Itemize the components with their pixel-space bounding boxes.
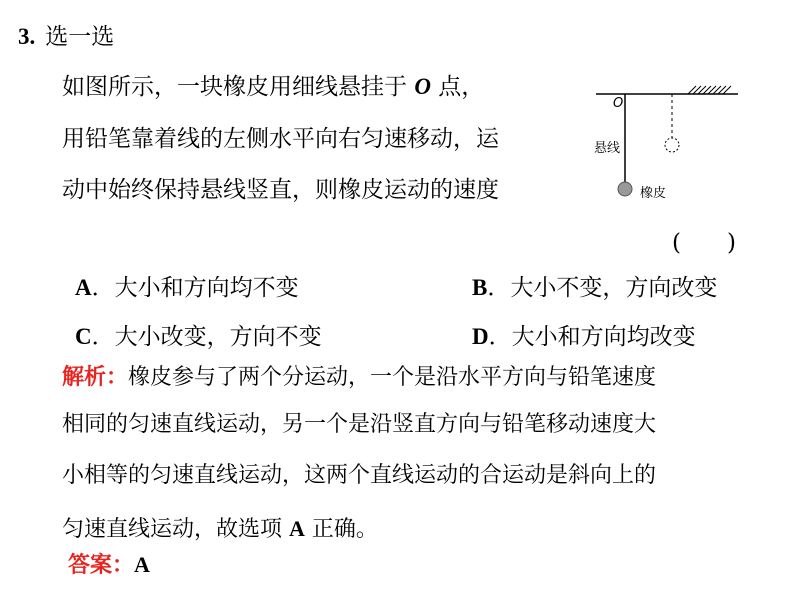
stem-line-1-post: 点， xyxy=(430,74,485,100)
stem-point-o: O xyxy=(414,74,431,99)
explanation-text-4-post: 正确。 xyxy=(304,517,378,542)
option-c-text: ．大小改变，方向不变 xyxy=(91,324,322,350)
option-c[interactable] xyxy=(75,322,322,352)
option-b[interactable] xyxy=(472,273,717,303)
explanation-line-4 xyxy=(62,516,378,543)
explanation-line-2: 相同的匀速直线运动，另一个是沿竖直方向与铅笔移动速度大 xyxy=(62,412,657,437)
dashed-eraser xyxy=(665,138,679,152)
answer-blank: ( ) xyxy=(672,230,736,256)
question-title: 选一选 xyxy=(45,24,115,50)
option-c-letter: C xyxy=(75,324,92,349)
eraser-shape xyxy=(618,182,632,196)
stem-line-1-pre: 如图所示，一块橡皮用细线悬挂于 xyxy=(62,74,415,100)
option-b-text: ．大小不变，方向改变 xyxy=(487,275,718,301)
explanation-label: 解析： xyxy=(62,364,129,390)
explanation-line-3: 小相等的匀速直线运动，这两个直线运动的合运动是斜向上的 xyxy=(62,463,657,488)
option-a-letter: A xyxy=(75,275,92,300)
answer-line xyxy=(68,552,150,579)
point-o-label: O xyxy=(613,96,624,111)
question-separator: . xyxy=(29,24,36,49)
option-b-letter: B xyxy=(472,275,488,300)
string-label: 悬线 xyxy=(594,141,621,156)
option-a-text: ．大小和方向均不变 xyxy=(91,275,299,301)
option-d-text: ．大小和方向均改变 xyxy=(488,324,696,350)
eraser-label: 橡皮 xyxy=(640,186,667,201)
explanation-answer-letter: A xyxy=(289,516,305,541)
option-d-letter: D xyxy=(472,324,489,349)
stem-line-2: 用铅笔靠着线的左侧水平向右匀速移动，运 xyxy=(62,126,499,152)
answer-value: A xyxy=(134,552,150,577)
explanation-line-1 xyxy=(62,364,656,391)
question-number: 3 xyxy=(18,24,30,49)
explanation-text-4-pre: 匀速直线运动，故选项 xyxy=(62,517,289,542)
answer-label: 答案： xyxy=(68,552,135,578)
option-d[interactable] xyxy=(472,322,696,352)
explanation-text-1: 橡皮参与了两个分运动，一个是沿水平方向与铅笔速度 xyxy=(128,365,657,390)
ceiling-hatch xyxy=(688,86,731,94)
option-a[interactable] xyxy=(75,273,299,303)
stem-line-3: 动中始终保持悬线竖直，则橡皮运动的速度 xyxy=(62,177,499,203)
